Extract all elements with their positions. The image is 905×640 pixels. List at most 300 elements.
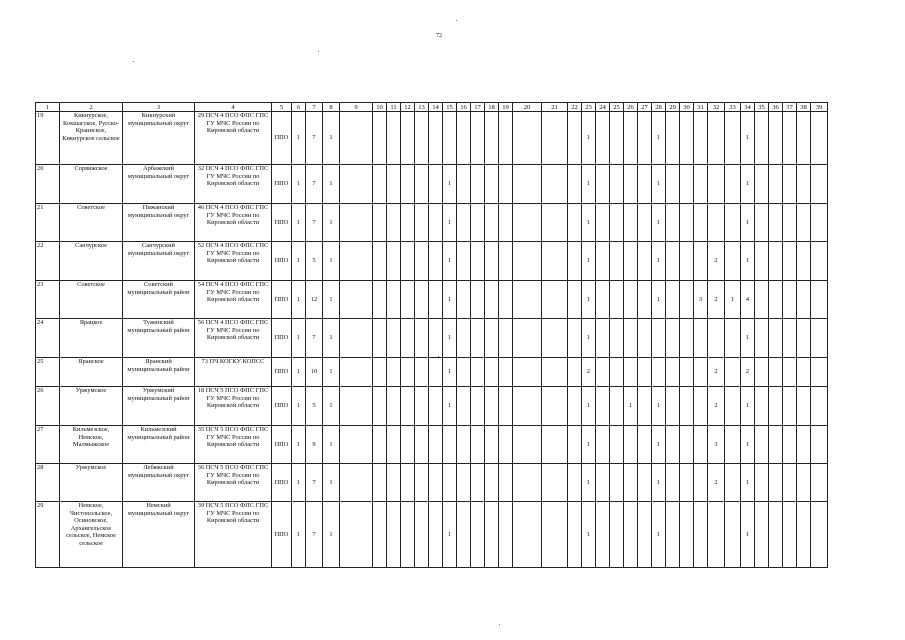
value-cell — [725, 502, 741, 568]
value-cell — [568, 204, 582, 242]
value-cell — [596, 387, 610, 426]
value-cell: ППО — [272, 281, 292, 319]
value-cell — [624, 502, 638, 568]
value-cell — [340, 502, 373, 568]
district-cell: Уржумский муниципальный район — [123, 387, 195, 426]
value-cell — [624, 204, 638, 242]
value-cell — [373, 426, 387, 464]
value-cell — [725, 387, 741, 426]
header-cell: 13 — [415, 103, 429, 112]
value-cell — [443, 112, 457, 165]
value-cell — [769, 387, 783, 426]
value-cell — [568, 358, 582, 387]
district-cell: Кикнурский муниципальный округ — [123, 112, 195, 165]
value-cell — [513, 242, 542, 281]
value-cell — [457, 165, 471, 204]
district-cell: Тужинский муниципальный район — [123, 319, 195, 358]
value-cell — [415, 165, 429, 204]
value-cell — [811, 242, 828, 281]
value-cell: ППО — [272, 502, 292, 568]
data-table — [35, 102, 828, 568]
value-cell — [485, 319, 499, 358]
value-cell — [755, 242, 769, 281]
value-cell — [499, 387, 513, 426]
value-cell — [499, 112, 513, 165]
settlement-cell: Санчурское — [60, 242, 123, 281]
unit-cell: 52 ПСЧ 4 ПСО ФПС ГПС ГУ МЧС России по Кировской области — [195, 242, 272, 281]
unit-cell: 35 ПСЧ 5 ПСО ФПС ГПС ГУ МЧС России по Кировской области — [195, 426, 272, 464]
value-cell: 2 — [708, 281, 725, 319]
value-cell: 1 — [292, 242, 306, 281]
value-cell — [624, 281, 638, 319]
value-cell — [783, 204, 797, 242]
value-cell — [340, 387, 373, 426]
value-cell — [610, 358, 624, 387]
table-row — [36, 281, 828, 319]
value-cell — [542, 281, 568, 319]
value-cell — [568, 281, 582, 319]
value-cell — [429, 319, 443, 358]
value-cell — [429, 112, 443, 165]
value-cell — [725, 319, 741, 358]
value-cell — [708, 165, 725, 204]
value-cell — [499, 281, 513, 319]
value-cell — [610, 464, 624, 502]
value-cell: 7 — [306, 112, 323, 165]
header-cell: 29 — [666, 103, 680, 112]
value-cell: 1 — [292, 319, 306, 358]
value-cell — [471, 387, 485, 426]
value-cell: 1 — [741, 502, 755, 568]
value-cell: 5 — [306, 387, 323, 426]
settlement-cell: Советское — [60, 204, 123, 242]
value-cell — [340, 426, 373, 464]
value-cell — [443, 464, 457, 502]
value-cell — [694, 464, 708, 502]
value-cell — [429, 204, 443, 242]
value-cell — [725, 204, 741, 242]
value-cell — [513, 281, 542, 319]
settlement-cell: Уржумское — [60, 464, 123, 502]
header-cell: 5 — [272, 103, 292, 112]
value-cell: 1 — [292, 464, 306, 502]
value-cell — [373, 387, 387, 426]
table-row — [36, 464, 828, 502]
value-cell — [755, 502, 769, 568]
value-cell: 1 — [741, 242, 755, 281]
district-cell: Немский муниципальный округ — [123, 502, 195, 568]
value-cell — [499, 426, 513, 464]
value-cell — [340, 112, 373, 165]
page-number: 72 — [436, 33, 442, 39]
value-cell — [666, 464, 680, 502]
value-cell — [694, 387, 708, 426]
header-cell: 12 — [401, 103, 415, 112]
value-cell — [797, 387, 811, 426]
value-cell — [596, 358, 610, 387]
value-cell — [596, 112, 610, 165]
value-cell — [471, 358, 485, 387]
value-cell: 1 — [323, 319, 340, 358]
value-cell — [680, 242, 694, 281]
header-cell: 14 — [429, 103, 443, 112]
value-cell — [415, 204, 429, 242]
value-cell — [340, 464, 373, 502]
value-cell — [783, 319, 797, 358]
value-cell — [596, 319, 610, 358]
value-cell — [387, 281, 401, 319]
value-cell — [429, 502, 443, 568]
value-cell: 1 — [443, 204, 457, 242]
row-number: 29 — [36, 502, 60, 568]
value-cell — [542, 502, 568, 568]
value-cell — [471, 502, 485, 568]
value-cell — [769, 281, 783, 319]
value-cell — [415, 319, 429, 358]
value-cell — [457, 204, 471, 242]
value-cell — [783, 464, 797, 502]
row-number: 19 — [36, 112, 60, 165]
header-cell: 30 — [680, 103, 694, 112]
value-cell — [666, 387, 680, 426]
value-cell — [708, 502, 725, 568]
row-number: 27 — [36, 426, 60, 464]
value-cell — [694, 165, 708, 204]
value-cell: 2 — [582, 358, 596, 387]
value-cell — [769, 464, 783, 502]
value-cell — [755, 165, 769, 204]
value-cell: ППО — [272, 165, 292, 204]
value-cell — [783, 502, 797, 568]
value-cell — [755, 319, 769, 358]
settlement-cell: Яранское — [60, 358, 123, 387]
value-cell — [797, 281, 811, 319]
value-cell — [725, 112, 741, 165]
header-cell: 28 — [652, 103, 666, 112]
value-cell — [680, 319, 694, 358]
value-cell: 1 — [443, 358, 457, 387]
value-cell: 1 — [582, 502, 596, 568]
value-cell — [666, 358, 680, 387]
value-cell — [568, 426, 582, 464]
value-cell — [387, 502, 401, 568]
header-cell: 8 — [323, 103, 340, 112]
value-cell — [755, 387, 769, 426]
value-cell — [638, 281, 652, 319]
value-cell — [401, 242, 415, 281]
value-cell: 1 — [443, 242, 457, 281]
value-cell: 7 — [306, 502, 323, 568]
value-cell: 1 — [323, 165, 340, 204]
value-cell — [811, 387, 828, 426]
unit-cell: 39 ПСЧ 5 ПСО ФПС ГПС ГУ МЧС России по Кировской области — [195, 502, 272, 568]
value-cell — [624, 112, 638, 165]
header-cell: 18 — [485, 103, 499, 112]
value-cell — [513, 112, 542, 165]
table-row — [36, 426, 828, 464]
header-cell: 20 — [513, 103, 542, 112]
value-cell — [596, 464, 610, 502]
unit-cell: 56 ПСЧ 4 ПСО ФПС ГПС ГУ МЧС России по Кировской области — [195, 319, 272, 358]
settlement-cell: Немское, Чистопольское, Осиновское, Архангельское сельское, Немское сельское — [60, 502, 123, 568]
value-cell: 1 — [582, 112, 596, 165]
header-cell: 7 — [306, 103, 323, 112]
value-cell — [542, 358, 568, 387]
value-cell: 1 — [323, 426, 340, 464]
settlement-cell: Уржумское — [60, 387, 123, 426]
row-number: 24 — [36, 319, 60, 358]
value-cell — [638, 112, 652, 165]
value-cell — [680, 281, 694, 319]
value-cell — [811, 426, 828, 464]
value-cell — [415, 281, 429, 319]
value-cell — [457, 281, 471, 319]
value-cell — [387, 112, 401, 165]
value-cell — [513, 502, 542, 568]
value-cell: ППО — [272, 319, 292, 358]
value-cell — [666, 319, 680, 358]
value-cell — [708, 112, 725, 165]
value-cell: 4 — [741, 281, 755, 319]
header-cell: 11 — [387, 103, 401, 112]
value-cell — [429, 242, 443, 281]
header-cell: 26 — [624, 103, 638, 112]
value-cell — [499, 502, 513, 568]
value-cell: 1 — [292, 281, 306, 319]
value-cell — [610, 387, 624, 426]
value-cell — [783, 387, 797, 426]
district-cell: Советский муниципальный район — [123, 281, 195, 319]
value-cell — [694, 358, 708, 387]
value-cell — [680, 358, 694, 387]
district-cell: Санчурский муниципальный округ — [123, 242, 195, 281]
value-cell — [755, 426, 769, 464]
value-cell — [610, 165, 624, 204]
value-cell — [401, 112, 415, 165]
value-cell — [596, 204, 610, 242]
value-cell — [568, 319, 582, 358]
value-cell: 1 — [323, 204, 340, 242]
value-cell: 12 — [306, 281, 323, 319]
table-row — [36, 358, 828, 387]
value-cell: 10 — [306, 358, 323, 387]
value-cell: 1 — [582, 464, 596, 502]
value-cell — [708, 319, 725, 358]
value-cell — [485, 502, 499, 568]
value-cell — [638, 464, 652, 502]
row-number: 28 — [36, 464, 60, 502]
value-cell — [797, 502, 811, 568]
value-cell: ППО — [272, 358, 292, 387]
value-cell — [485, 112, 499, 165]
value-cell — [769, 502, 783, 568]
value-cell — [638, 165, 652, 204]
value-cell — [513, 319, 542, 358]
value-cell — [485, 242, 499, 281]
value-cell — [596, 165, 610, 204]
settlement-cell: Советское — [60, 281, 123, 319]
value-cell: 9 — [306, 426, 323, 464]
value-cell — [769, 112, 783, 165]
value-cell — [401, 387, 415, 426]
value-cell — [415, 387, 429, 426]
value-cell — [797, 242, 811, 281]
value-cell — [694, 112, 708, 165]
value-cell: ППО — [272, 464, 292, 502]
value-cell — [457, 502, 471, 568]
value-cell — [610, 502, 624, 568]
value-cell — [638, 426, 652, 464]
value-cell — [542, 242, 568, 281]
value-cell: 1 — [652, 281, 666, 319]
value-cell: 1 — [652, 204, 666, 242]
value-cell: 1 — [443, 165, 457, 204]
value-cell — [457, 426, 471, 464]
value-cell — [568, 502, 582, 568]
value-cell — [811, 165, 828, 204]
value-cell — [638, 358, 652, 387]
value-cell — [485, 358, 499, 387]
value-cell: ППО — [272, 112, 292, 165]
value-cell — [373, 165, 387, 204]
value-cell — [373, 281, 387, 319]
value-cell — [811, 319, 828, 358]
value-cell: 3 — [694, 281, 708, 319]
value-cell — [666, 112, 680, 165]
value-cell — [499, 242, 513, 281]
value-cell — [387, 242, 401, 281]
value-cell — [694, 502, 708, 568]
header-cell: 24 — [596, 103, 610, 112]
value-cell: 2 — [708, 358, 725, 387]
value-cell — [596, 502, 610, 568]
value-cell — [666, 242, 680, 281]
table-row — [36, 242, 828, 281]
row-number: 20 — [36, 165, 60, 204]
value-cell — [694, 319, 708, 358]
row-number: 23 — [36, 281, 60, 319]
header-cell: 3 — [123, 103, 195, 112]
value-cell — [457, 319, 471, 358]
value-cell — [471, 464, 485, 502]
header-cell: 23 — [582, 103, 596, 112]
value-cell — [783, 426, 797, 464]
settlement-cell: Кильмезское, Немское, Малмыжское — [60, 426, 123, 464]
value-cell — [373, 319, 387, 358]
value-cell — [387, 319, 401, 358]
header-cell: 39 — [811, 103, 828, 112]
table-row — [36, 112, 828, 165]
district-cell: Арбажский муниципальный округ — [123, 165, 195, 204]
value-cell: 1 — [741, 464, 755, 502]
value-cell — [471, 242, 485, 281]
value-cell — [373, 204, 387, 242]
value-cell: 1 — [292, 112, 306, 165]
value-cell: 1 — [582, 426, 596, 464]
value-cell — [811, 464, 828, 502]
value-cell — [610, 319, 624, 358]
value-cell: 2 — [708, 387, 725, 426]
value-cell — [783, 281, 797, 319]
value-cell: 1 — [292, 165, 306, 204]
value-cell — [624, 319, 638, 358]
value-cell — [666, 281, 680, 319]
value-cell: 1 — [582, 242, 596, 281]
value-cell — [457, 112, 471, 165]
value-cell — [769, 426, 783, 464]
value-cell: 1 — [652, 464, 666, 502]
value-cell — [387, 358, 401, 387]
value-cell — [610, 281, 624, 319]
value-cell — [415, 242, 429, 281]
value-cell — [783, 165, 797, 204]
header-cell: 27 — [638, 103, 652, 112]
value-cell — [401, 165, 415, 204]
district-cell: Пижанский муниципальный округ — [123, 204, 195, 242]
value-cell: 1 — [292, 358, 306, 387]
value-cell — [652, 319, 666, 358]
unit-cell: 29 ПСЧ 4 ПСО ФПС ГПС ГУ МЧС России по Кировской области — [195, 112, 272, 165]
value-cell — [429, 464, 443, 502]
value-cell — [457, 387, 471, 426]
value-cell — [499, 165, 513, 204]
settlement-cell: Ярацкое — [60, 319, 123, 358]
value-cell — [513, 165, 542, 204]
value-cell — [769, 319, 783, 358]
value-cell — [797, 319, 811, 358]
header-cell: 34 — [741, 103, 755, 112]
header-cell: 25 — [610, 103, 624, 112]
row-number: 21 — [36, 204, 60, 242]
value-cell: 1 — [292, 426, 306, 464]
value-cell — [542, 387, 568, 426]
unit-cell: 54 ПСЧ 4 ПСО ФПС ГПС ГУ МЧС России по Кировской области — [195, 281, 272, 319]
value-cell — [680, 502, 694, 568]
row-number: 26 — [36, 387, 60, 426]
value-cell — [755, 281, 769, 319]
header-cell: 37 — [783, 103, 797, 112]
value-cell — [340, 281, 373, 319]
value-cell: 2 — [708, 464, 725, 502]
value-cell: 1 — [652, 112, 666, 165]
table-row — [36, 387, 828, 426]
header-cell: 21 — [542, 103, 568, 112]
value-cell — [387, 387, 401, 426]
value-cell — [542, 112, 568, 165]
value-cell: 1 — [323, 281, 340, 319]
value-cell — [797, 112, 811, 165]
value-cell — [769, 242, 783, 281]
value-cell: 1 — [741, 112, 755, 165]
value-cell: 5 — [306, 242, 323, 281]
value-cell — [725, 464, 741, 502]
value-cell — [568, 165, 582, 204]
unit-cell: 73 ПЧ КОГКУ КОПСС — [195, 358, 272, 387]
value-cell — [485, 426, 499, 464]
value-cell — [797, 426, 811, 464]
value-cell — [666, 426, 680, 464]
value-cell: 1 — [582, 319, 596, 358]
value-cell — [429, 281, 443, 319]
value-cell: 1 — [323, 464, 340, 502]
value-cell: 1 — [323, 242, 340, 281]
value-cell: 1 — [323, 502, 340, 568]
value-cell — [499, 204, 513, 242]
district-cell: Лебяжский муниципальный округ — [123, 464, 195, 502]
value-cell — [624, 358, 638, 387]
value-cell — [755, 112, 769, 165]
value-cell — [596, 281, 610, 319]
